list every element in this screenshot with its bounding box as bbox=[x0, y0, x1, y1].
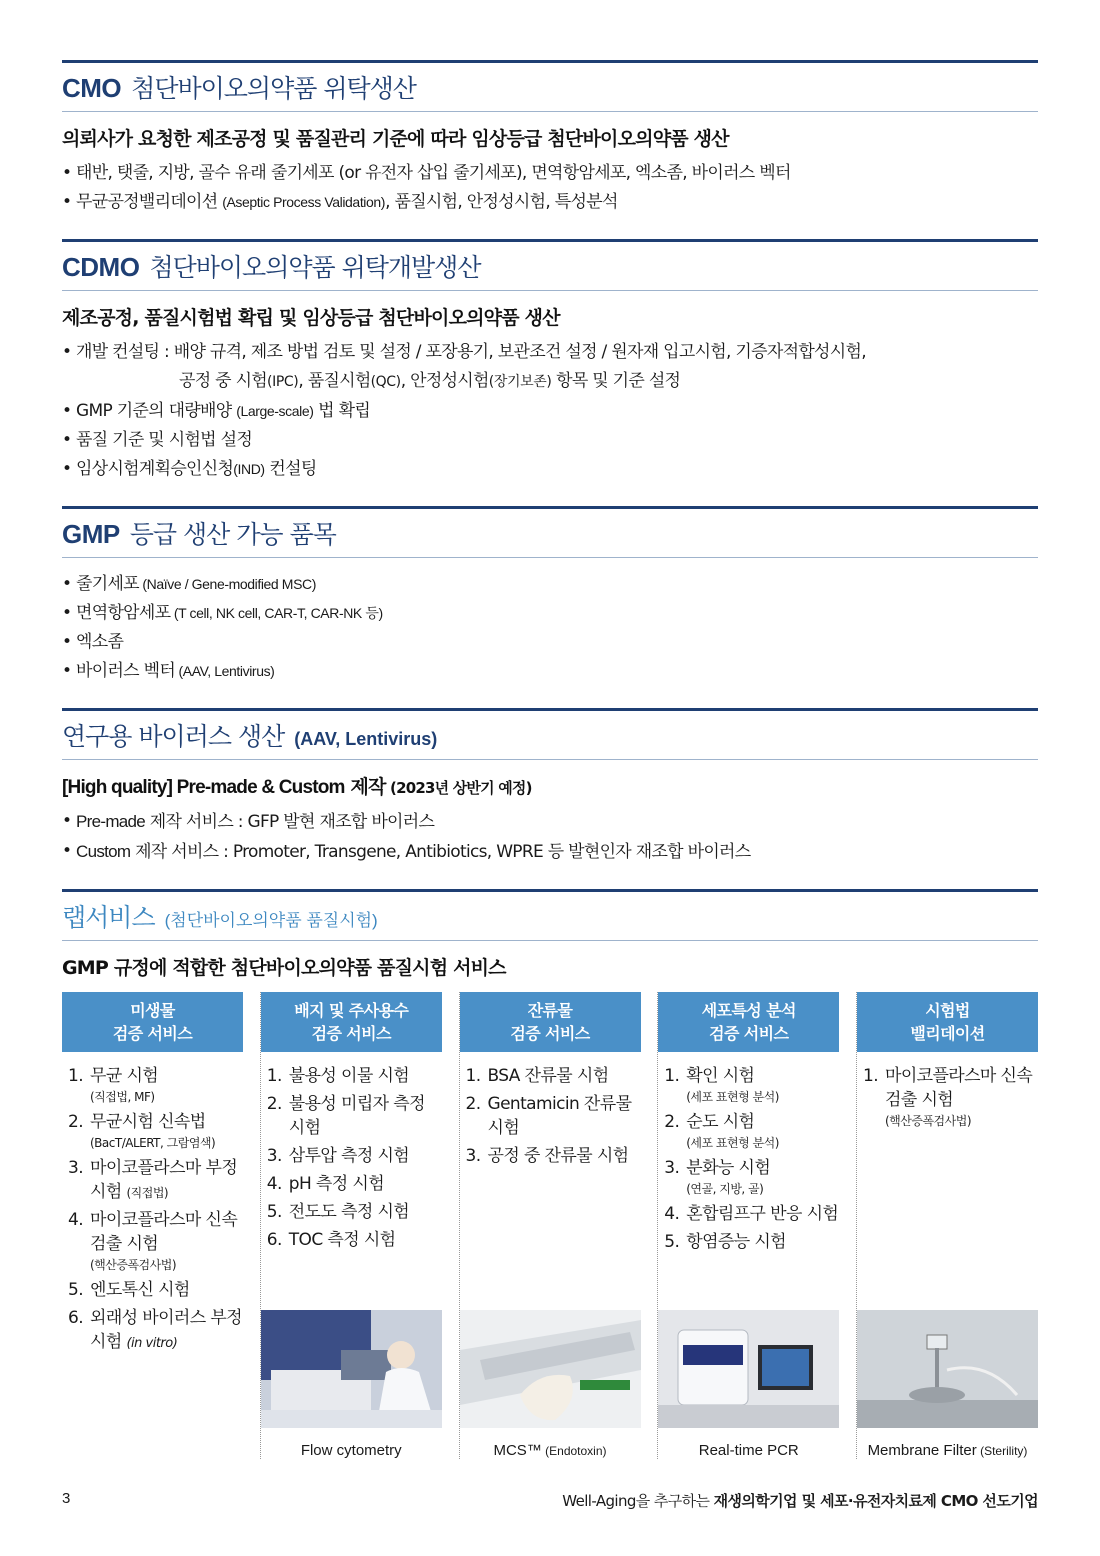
lab-photo-membrane-filter bbox=[857, 1310, 1038, 1428]
test-item: 1. BSA 잔류물 시험 bbox=[465, 1066, 609, 1086]
section-title bbox=[62, 242, 1038, 291]
column-body bbox=[658, 1052, 839, 1294]
photo-caption: Flow cytometry bbox=[300, 1442, 402, 1459]
service-column bbox=[657, 992, 839, 1459]
test-list bbox=[68, 1064, 243, 1354]
test-item: 1. 마이코플라스마 신속검출 시험 (핵산증폭검사법) bbox=[863, 1066, 1033, 1128]
column-body bbox=[261, 1052, 442, 1294]
service-columns bbox=[62, 992, 1038, 1459]
bullet-item: • 엑소좀 bbox=[62, 628, 1038, 657]
test-item: 3. 공정 중 잔류물 시험 bbox=[465, 1146, 629, 1166]
section-title bbox=[62, 711, 1038, 760]
section-gmp bbox=[62, 506, 1038, 686]
test-item: 2. Gentamicin 잔류물 시험 bbox=[465, 1094, 632, 1138]
service-column bbox=[856, 992, 1038, 1459]
bullet-item: • 무균공정밸리데이션 (Aseptic Process Validation), 품질시험, 안정성시험, 특성분석 bbox=[62, 188, 1038, 217]
title-strong: GMP bbox=[62, 519, 120, 549]
test-list bbox=[664, 1064, 839, 1254]
test-list bbox=[863, 1064, 1038, 1130]
title-main: 등급 생산 가능 품목 bbox=[129, 520, 336, 549]
title-main: 랩서비스 bbox=[62, 903, 155, 932]
column-header: 배지 및 주사용수 검증 서비스 bbox=[261, 992, 442, 1052]
test-item: 5. 전도도 측정 시험 bbox=[266, 1202, 410, 1222]
bullet-list bbox=[62, 338, 1038, 484]
column-body bbox=[857, 1052, 1038, 1294]
bullet-item: • 면역항암세포 (T cell, NK cell, CAR-T, CAR-NK 등) bbox=[62, 599, 1038, 628]
bullet-list bbox=[62, 159, 1038, 217]
test-item: 3. 분화능 시험 (연골, 지방, 골) bbox=[664, 1158, 771, 1196]
test-item: 4. pH 측정 시험 bbox=[266, 1174, 385, 1194]
test-list bbox=[267, 1064, 442, 1252]
section-cdmo bbox=[62, 239, 1038, 484]
bullet-list bbox=[62, 570, 1038, 686]
test-item: 6. 외래성 바이러스 부정시험 (in vitro) bbox=[68, 1308, 243, 1352]
section-lab bbox=[62, 889, 1038, 1459]
footer-tagline: Well-Aging을 추구하는 재생의학기업 및 세포·유전자치료제 CMO 선도기업 bbox=[562, 1492, 1038, 1510]
lab-photo-pcr bbox=[658, 1310, 839, 1428]
bullet-item: • GMP 기준의 대량배양 (Large-scale) 법 확립 bbox=[62, 397, 1038, 426]
title-strong: CMO bbox=[62, 73, 122, 103]
photo-caption: Real-time PCR bbox=[698, 1442, 799, 1459]
bullet-item: • Pre-made 제작 서비스 : GFP 발현 재조합 바이러스 bbox=[62, 807, 1038, 837]
section-subtitle: GMP 규정에 적합한 첨단바이오의약품 품질시험 서비스 bbox=[62, 957, 506, 979]
page-footer bbox=[62, 1490, 1038, 1511]
test-item: 3. 삼투압 측정 시험 bbox=[266, 1146, 410, 1166]
lab-photo-flow-cytometry bbox=[261, 1310, 442, 1428]
column-body bbox=[460, 1052, 641, 1294]
bullet-list bbox=[62, 807, 1038, 867]
bullet-item: • 바이러스 벡터 (AAV, Lentivirus) bbox=[62, 657, 1038, 686]
test-item: 1. 무균 시험 (직접법, MF) bbox=[68, 1066, 159, 1104]
test-item: 5. 엔도톡신 시험 bbox=[68, 1280, 190, 1300]
service-column bbox=[62, 992, 243, 1459]
bullet-item: • 임상시험계획승인신청(IND) 컨설팅 bbox=[62, 455, 1038, 484]
title-paren: (AAV, Lentivirus) bbox=[294, 729, 438, 749]
column-header: 미생물 검증 서비스 bbox=[62, 992, 243, 1052]
column-header: 세포특성 분석 검증 서비스 bbox=[658, 992, 839, 1052]
service-column bbox=[459, 992, 641, 1459]
photo-caption: Membrane Filter (Sterility) bbox=[867, 1442, 1028, 1459]
test-item: 2. 순도 시험 (세포 표현형 분석) bbox=[664, 1112, 779, 1150]
bullet-item: • 줄기세포 (Naïve / Gene-modified MSC) bbox=[62, 570, 1038, 599]
bullet-item: • 품질 기준 및 시험법 설정 bbox=[62, 426, 1038, 455]
test-item: 4. 혼합림프구 반응 시험 bbox=[664, 1204, 839, 1224]
title-strong: CDMO bbox=[62, 252, 140, 282]
title-main: 연구용 바이러스 생산 bbox=[62, 722, 285, 751]
section-cmo bbox=[62, 60, 1038, 217]
section-subtitle: 제조공정, 품질시험법 확립 및 임상등급 첨단바이오의약품 생산 bbox=[62, 307, 560, 329]
test-item: 2. 불용성 미립자 측정 시험 bbox=[266, 1094, 425, 1138]
service-column bbox=[260, 992, 442, 1459]
section-title bbox=[62, 63, 1038, 112]
bullet-item: • 개발 컨설팅 : 배양 규격, 제조 방법 검토 및 설정 / 포장용기, 보관조건 설정 / 원자재 입고시험, 기증자적합성시험, 공정 중 시험(IPC), 품질시험(QC), 안정성시험(장기보존) 항목 및 기준 설정 bbox=[62, 338, 1038, 397]
bullet-item: • 태반, 탯줄, 지방, 골수 유래 줄기세포 (or 유전자 삽입 줄기세포), 면역항암세포, 엑소좀, 바이러스 벡터 bbox=[62, 159, 1038, 188]
section-title bbox=[62, 892, 1038, 941]
title-main: 첨단바이오의약품 위탁생산 bbox=[131, 74, 416, 103]
test-item: 4. 마이코플라스마 신속검출 시험 (핵산증폭검사법) bbox=[68, 1210, 238, 1272]
column-header: 잔류물 검증 서비스 bbox=[460, 992, 641, 1052]
test-item: 2. 무균시험 신속법 (BacT/ALERT, 그람염색) bbox=[68, 1112, 216, 1150]
title-paren: (첨단바이오의약품 품질시험) bbox=[164, 911, 378, 930]
test-item: 1. 확인 시험 (세포 표현형 분석) bbox=[664, 1066, 779, 1104]
bullet-item: • Custom 제작 서비스 : Promoter, Transgene, Antibiotics, WPRE 등 발현인자 재조합 바이러스 bbox=[62, 837, 1038, 867]
title-main: 첨단바이오의약품 위탁개발생산 bbox=[149, 253, 481, 282]
section-subtitle: 의뢰사가 요청한 제조공정 및 품질관리 기준에 따라 임상등급 첨단바이오의약품 생산 bbox=[62, 128, 729, 150]
document-page bbox=[62, 60, 1038, 1481]
test-item: 1. 불용성 이물 시험 bbox=[266, 1066, 410, 1086]
section-title bbox=[62, 509, 1038, 558]
test-item: 6. TOC 측정 시험 bbox=[266, 1230, 396, 1250]
test-item: 5. 항염증능 시험 bbox=[664, 1232, 786, 1252]
lab-photo-mcs bbox=[460, 1310, 641, 1428]
photo-caption: MCS™ (Endotoxin) bbox=[493, 1442, 607, 1459]
page-number: 3 bbox=[62, 1490, 71, 1507]
section-virus bbox=[62, 708, 1038, 867]
column-header: 시험법 밸리데이션 bbox=[857, 992, 1038, 1052]
bullet-continuation: 공정 중 시험(IPC), 품질시험(QC), 안정성시험(장기보존) 항목 및 기준 설정 bbox=[179, 371, 681, 391]
test-list bbox=[466, 1064, 641, 1168]
column-body bbox=[62, 1052, 243, 1354]
test-item: 3. 마이코플라스마 부정 시험 (직접법) bbox=[68, 1158, 238, 1202]
section-subtitle: [High quality] Pre-made & Custom 제작 (2023년 상반기 예정) bbox=[62, 776, 532, 798]
